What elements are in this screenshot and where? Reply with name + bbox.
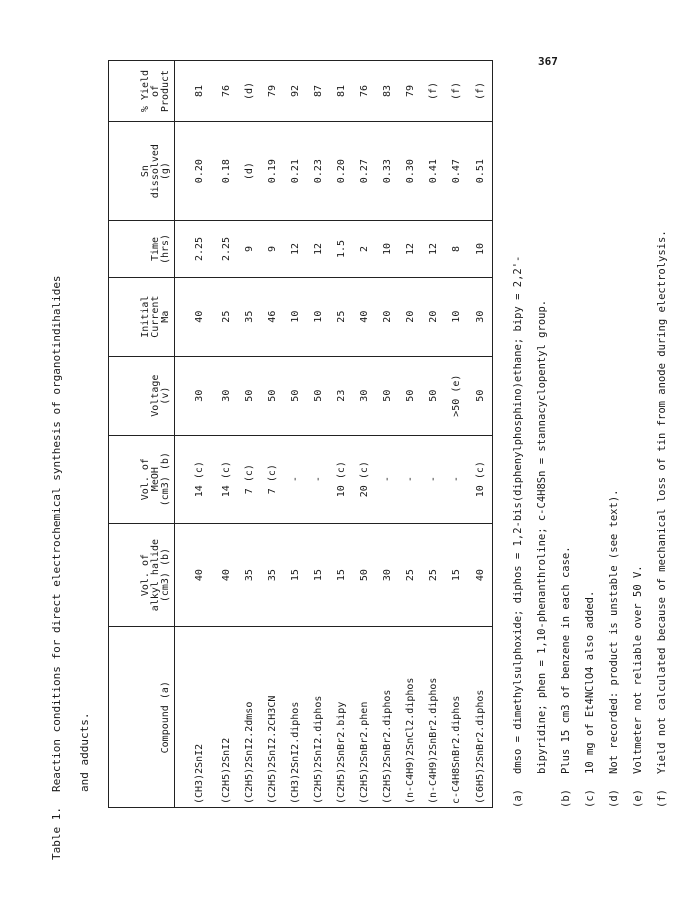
table-row [284,61,307,808]
cell-current: 40 [175,277,216,356]
cell-compound: (CH3)2SnI2.diphos [284,627,307,808]
cell-compound: (n-C4H9)2SnBr2.diphos [422,627,445,808]
reaction-conditions-table [108,60,493,808]
cell-alkyl-halide: 25 [399,523,422,627]
footnote-text: 10 mg of Et4NClO4 also added. [584,590,596,774]
cell-compound: (C2H5)2SnI2 [215,627,238,808]
cell-time: 2 [353,221,376,277]
cell-yield: 79 [261,61,284,122]
cell-meoh: - [445,435,468,523]
footnote-text: Plus 15 cm3 of benzene in each case. [560,546,572,774]
header-sn-dissolved: Sn dissolved (g) [109,121,175,220]
cell-time: 10 [468,221,492,277]
footnote [584,60,608,808]
table-row [422,61,445,808]
cell-yield: 76 [353,61,376,122]
cell-meoh: 14 (c) [175,435,216,523]
cell-sn-dissolved: 0.20 [330,121,353,220]
cell-meoh: 7 (c) [261,435,284,523]
cell-yield: 76 [215,61,238,122]
cell-voltage: 23 [330,356,353,435]
cell-meoh: 14 (c) [215,435,238,523]
header-time: Time (hrs) [109,221,175,277]
header-current: Initial Current Ma [109,277,175,356]
cell-current: 30 [468,277,492,356]
table-row [468,61,492,808]
cell-current: 20 [399,277,422,356]
cell-alkyl-halide: 15 [445,523,468,627]
cell-time: 10 [376,221,399,277]
cell-current: 46 [261,277,284,356]
cell-voltage: >50 (e) [445,356,468,435]
cell-time: 12 [284,221,307,277]
cell-voltage: 50 [376,356,399,435]
cell-current: 10 [284,277,307,356]
cell-time: 12 [422,221,445,277]
cell-current: 10 [307,277,330,356]
table-row [376,61,399,808]
cell-yield: 81 [330,61,353,122]
caption-label: Table 1. [50,807,63,860]
cell-time: 12 [307,221,330,277]
footnotes [512,60,680,808]
caption-continuation: and adducts. [78,712,91,792]
cell-sn-dissolved: 0.23 [307,121,330,220]
cell-compound: (C6H5)2SnBr2.diphos [468,627,492,808]
cell-time: 9 [238,221,261,277]
footnote-key: (b) [560,789,572,808]
table-caption [50,275,63,860]
cell-compound: (n-C4H9)2SnCl2.diphos [399,627,422,808]
cell-meoh: 10 (c) [330,435,353,523]
cell-yield: 83 [376,61,399,122]
cell-compound: c-C4H8SnBr2.diphos [445,627,468,808]
cell-voltage: 50 [261,356,284,435]
cell-sn-dissolved: 0.33 [376,121,399,220]
cell-alkyl-halide: 40 [468,523,492,627]
cell-alkyl-halide: 15 [307,523,330,627]
cell-sn-dissolved: (d) [238,121,261,220]
cell-alkyl-halide: 25 [422,523,445,627]
cell-sn-dissolved: 0.20 [175,121,216,220]
cell-sn-dissolved: 0.18 [215,121,238,220]
cell-yield: (f) [422,61,445,122]
cell-compound: (CH3)2SnI2 [175,627,216,808]
footnote-key: (f) [656,789,668,808]
cell-voltage: 30 [215,356,238,435]
cell-voltage: 50 [468,356,492,435]
cell-time: 8 [445,221,468,277]
cell-sn-dissolved: 0.30 [399,121,422,220]
cell-compound: (C2H5)2SnBr2.phen [353,627,376,808]
header-voltage: Voltage (v) [109,356,175,435]
footnote-key: (d) [608,789,620,808]
cell-compound: (C2H5)2SnBr2.bipy [330,627,353,808]
cell-alkyl-halide: 40 [215,523,238,627]
cell-meoh: - [422,435,445,523]
cell-current: 35 [238,277,261,356]
cell-alkyl-halide: 50 [353,523,376,627]
cell-meoh: - [399,435,422,523]
footnote-text: Voltmeter not reliable over 50 V. [632,565,644,774]
rotated-table-page [50,60,670,860]
footnote-continuation: bipyridine; phen = 1,10-phenanthroline; c-C4H8Sn = stannacyclopentyl group. [536,299,548,774]
cell-compound: (C2H5)2SnI2.2CH3CN [261,627,284,808]
cell-meoh: - [284,435,307,523]
cell-current: 20 [422,277,445,356]
header-yield: % Yield of Product [109,61,175,122]
cell-compound: (C2H5)2SnBr2.diphos [376,627,399,808]
cell-sn-dissolved: 0.21 [284,121,307,220]
cell-voltage: 50 [422,356,445,435]
page-number: 367 [538,55,558,68]
cell-voltage: 50 [307,356,330,435]
footnote [656,60,680,808]
table-row [175,61,216,808]
footnote [632,60,656,808]
cell-alkyl-halide: 15 [284,523,307,627]
cell-yield: (f) [445,61,468,122]
cell-alkyl-halide: 40 [175,523,216,627]
footnote-text: dmso = dimethylsulphoxide; diphos = 1,2-bis(diphenylphosphino)ethane; bipy = 2,2'- [512,255,524,774]
cell-voltage: 50 [284,356,307,435]
cell-current: 20 [376,277,399,356]
cell-compound: (C2H5)2SnI2.2dmso [238,627,261,808]
cell-time: 2.25 [215,221,238,277]
cell-time: 12 [399,221,422,277]
cell-voltage: 50 [238,356,261,435]
cell-time: 2.25 [175,221,216,277]
footnote [608,60,632,808]
cell-current: 40 [353,277,376,356]
table-row [307,61,330,808]
cell-sn-dissolved: 0.27 [353,121,376,220]
footnote-text: Yield not calculated because of mechanical loss of tin from anode during electrolysis. [656,230,668,774]
cell-meoh: 20 (c) [353,435,376,523]
table-row [353,61,376,808]
cell-meoh: - [307,435,330,523]
cell-current: 10 [445,277,468,356]
table-row [261,61,284,808]
cell-meoh: 7 (c) [238,435,261,523]
header-alkyl-halide: Vol. of alkyl halide (cm3) (b) [109,523,175,627]
cell-sn-dissolved: 0.51 [468,121,492,220]
footnote-key: (a) [512,789,524,808]
cell-meoh: 10 (c) [468,435,492,523]
table-header-row [109,61,175,808]
header-meoh: Vol. of MeOH (cm3) (b) [109,435,175,523]
cell-current: 25 [215,277,238,356]
cell-time: 9 [261,221,284,277]
cell-voltage: 30 [175,356,216,435]
cell-compound: (C2H5)2SnI2.diphos [307,627,330,808]
cell-voltage: 30 [353,356,376,435]
cell-alkyl-halide: 35 [261,523,284,627]
footnote [560,60,584,808]
cell-yield: 79 [399,61,422,122]
cell-voltage: 50 [399,356,422,435]
cell-current: 25 [330,277,353,356]
cell-sn-dissolved: 0.47 [445,121,468,220]
cell-time: 1.5 [330,221,353,277]
table-body [175,61,493,808]
footnote-key: (e) [632,789,644,808]
table-row [330,61,353,808]
cell-yield: 92 [284,61,307,122]
header-compound: Compound (a) [109,627,175,808]
cell-alkyl-halide: 30 [376,523,399,627]
table-row [215,61,238,808]
footnote-text: Not recorded: product is unstable (see text). [608,489,620,774]
footnote-key: (c) [584,789,596,808]
cell-alkyl-halide: 35 [238,523,261,627]
caption-title: Reaction conditions for direct electrochemical synthesis of organotindihalides [50,275,63,792]
cell-sn-dissolved: 0.41 [422,121,445,220]
cell-yield: (f) [468,61,492,122]
table-row [238,61,261,808]
cell-yield: 81 [175,61,216,122]
cell-meoh: - [376,435,399,523]
cell-alkyl-halide: 15 [330,523,353,627]
cell-sn-dissolved: 0.19 [261,121,284,220]
cell-yield: (d) [238,61,261,122]
table-row [399,61,422,808]
footnote [512,60,536,808]
cell-yield: 87 [307,61,330,122]
table-row [445,61,468,808]
